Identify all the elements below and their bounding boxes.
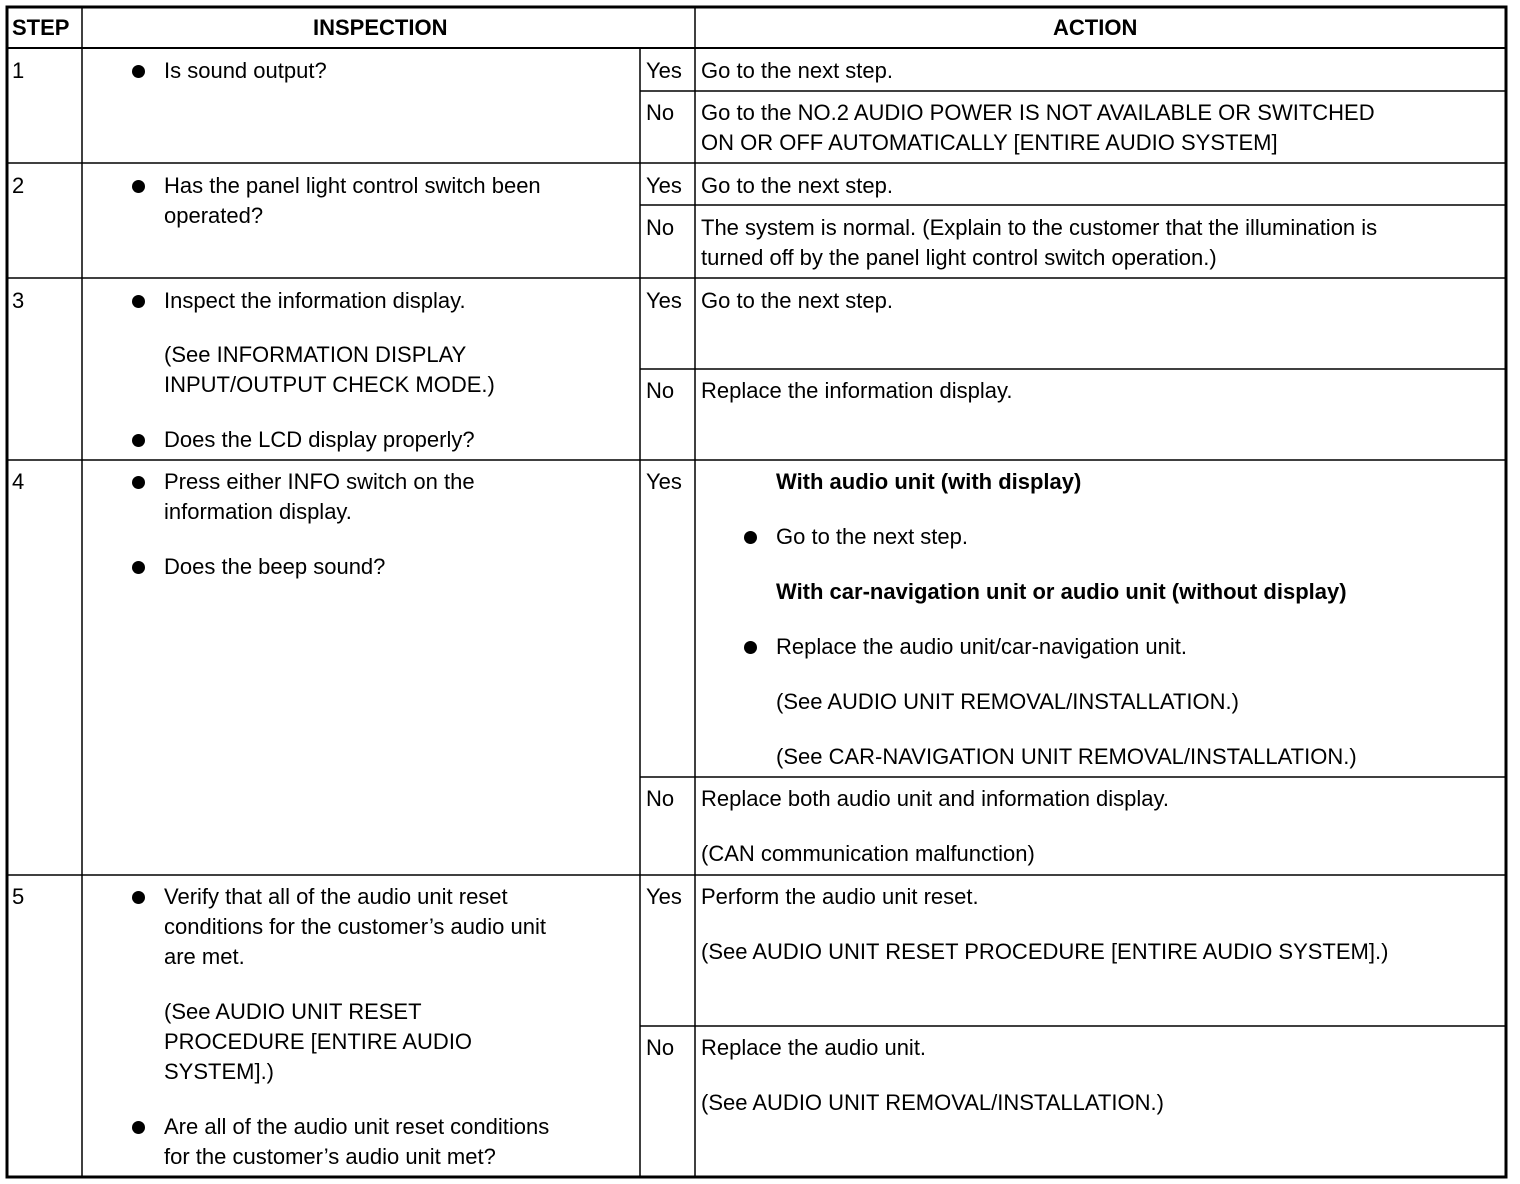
step-number: 5 [12,884,25,909]
inspection-text-line1: Press either INFO switch on the [164,469,475,494]
no-reference: (See AUDIO UNIT REMOVAL/INSTALLATION.) [701,1090,1164,1115]
no-note: (CAN communication malfunction) [701,841,1035,866]
step-number: 2 [12,173,25,198]
yes-action-replace: Replace the audio unit/car-navigation unit. [776,634,1187,659]
yes-action: Perform the audio unit reset. [701,884,979,909]
header-step: STEP [12,15,70,40]
inspection-note-line2: INPUT/OUTPUT CHECK MODE.) [164,372,495,397]
bullet-icon [132,180,145,193]
yes-heading-without-display: With car-navigation unit or audio unit (without display) [776,579,1347,604]
inspection-note-line3: SYSTEM].) [164,1059,275,1084]
step-number: 4 [12,469,25,494]
no-action: Replace both audio unit and information display. [701,786,1170,811]
step-number: 3 [12,288,25,313]
inspection-note-line1: (See AUDIO UNIT RESET [164,999,422,1024]
no-action-line1: Go to the NO.2 AUDIO POWER IS NOT AVAILABLE OR SWITCHED [701,100,1375,125]
yes-action: Go to the next step. [701,288,894,313]
inspection-question-line1: Are all of the audio unit reset conditions [164,1114,550,1139]
inspection-question-line2: for the customer’s audio unit met? [164,1144,496,1169]
no-action: Replace the audio unit. [701,1035,927,1060]
yes-label: Yes [646,469,682,494]
yes-reference-audio: (See AUDIO UNIT REMOVAL/INSTALLATION.) [776,689,1239,714]
inspection-text-line2: information display. [164,499,352,524]
yes-action: Go to the next step. [701,58,894,83]
yes-label: Yes [646,884,682,909]
inspection-question: Does the beep sound? [164,554,386,579]
no-action-line1: The system is normal. (Explain to the customer that the illumination is [701,215,1378,240]
inspection-text-line2: conditions for the customer’s audio unit [164,914,546,939]
bullet-icon [744,531,757,544]
bullet-icon [132,434,145,447]
no-label: No [646,215,675,240]
inspection-text-line1: Has the panel light control switch been [164,173,541,198]
bullet-icon [132,561,145,574]
bullet-icon [132,476,145,489]
yes-label: Yes [646,288,682,313]
yes-reference-nav: (See CAR-NAVIGATION UNIT REMOVAL/INSTALLATION.) [776,744,1357,769]
header-action: ACTION [1053,15,1138,40]
inspection-text-line1: Verify that all of the audio unit reset [164,884,508,909]
no-label: No [646,378,675,403]
no-action-line2: ON OR OFF AUTOMATICALLY [ENTIRE AUDIO SYSTEM] [701,130,1278,155]
inspection-question: Does the LCD display properly? [164,427,475,452]
no-action: Replace the information display. [701,378,1013,403]
header-inspection: INSPECTION [313,15,448,40]
yes-label: Yes [646,58,682,83]
bullet-icon [132,891,145,904]
yes-reference: (See AUDIO UNIT RESET PROCEDURE [ENTIRE AUDIO SYSTEM].) [701,939,1389,964]
step-number: 1 [12,58,25,83]
inspection-text-line2: operated? [164,203,264,228]
yes-action: Go to the next step. [701,173,894,198]
bullet-icon [132,65,145,78]
yes-label: Yes [646,173,682,198]
no-label: No [646,1035,675,1060]
bullet-icon [744,641,757,654]
inspection-note-line1: (See INFORMATION DISPLAY [164,342,467,367]
inspection-note-line2: PROCEDURE [ENTIRE AUDIO [164,1029,473,1054]
yes-heading-with-display: With audio unit (with display) [776,469,1082,494]
bullet-icon [132,295,145,308]
bullet-icon [132,1121,145,1134]
inspection-text: Is sound output? [164,58,327,83]
yes-action: Go to the next step. [776,524,969,549]
no-label: No [646,100,675,125]
inspection-text: Inspect the information display. [164,288,466,313]
no-label: No [646,786,675,811]
inspection-text-line3: are met. [164,944,245,969]
no-action-line2: turned off by the panel light control switch operation.) [701,245,1217,270]
